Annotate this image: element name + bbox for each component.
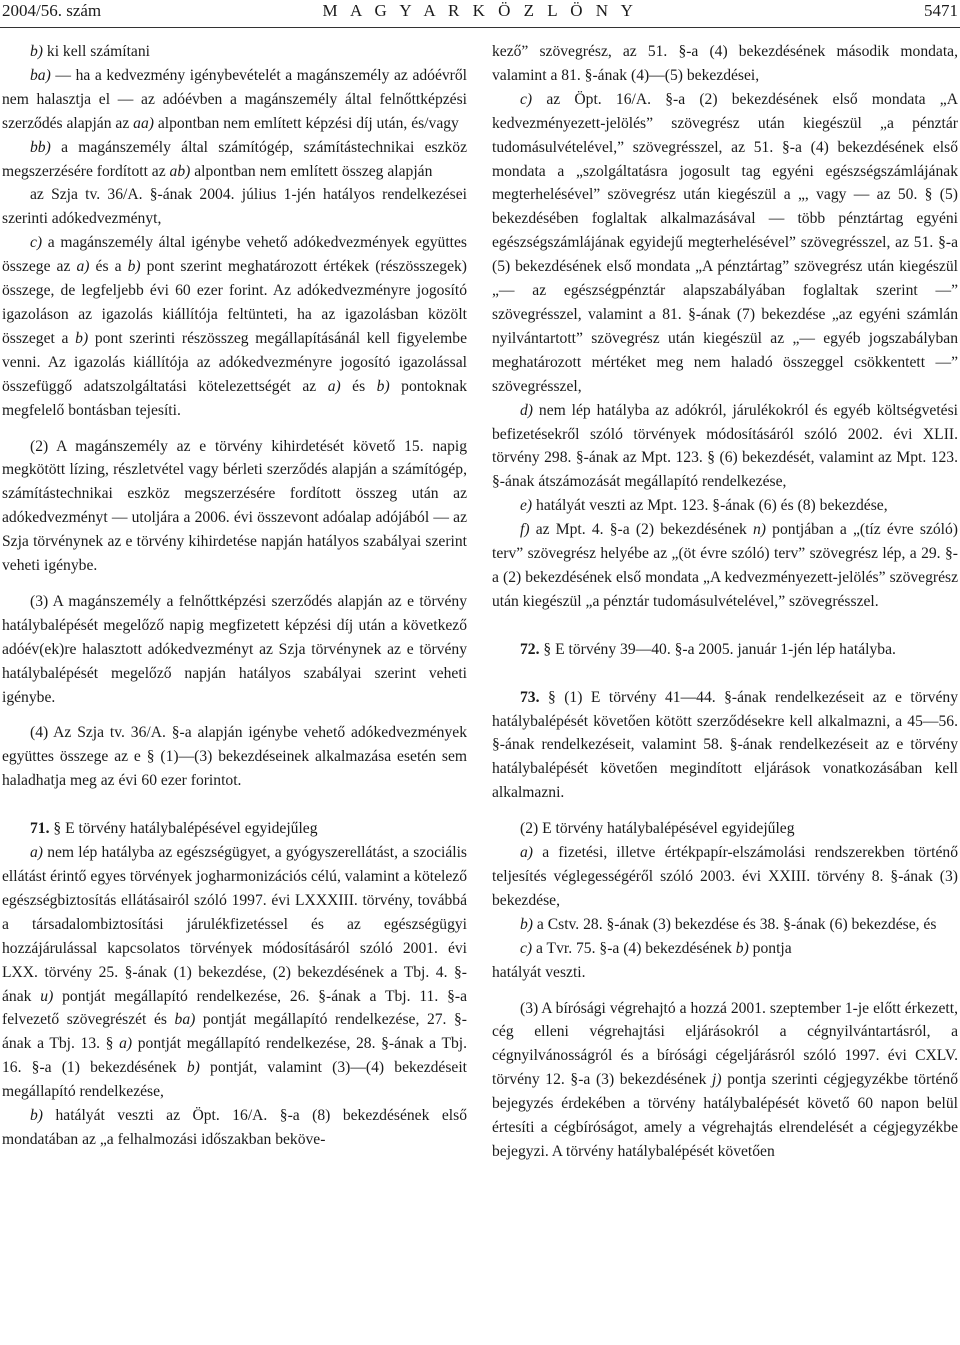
paragraph: (4) Az Szja tv. 36/A. §-a alapján igénybe vehető adókedvezmények együttes összege az e § (1)—(3) bekezdéseinek alkalmazása esetén sem haladhatja meg az évi 60 ezer forintot. <box>2 724 467 790</box>
paragraph: 71. § E törvény hatálybalépésével egyidejűleg <box>30 820 318 838</box>
paragraph: b) hatályát veszti az Öpt. 16/A. §-a (8) bekezdésének első mondatában az „a felhalmozási időszakban beköve- <box>2 1107 467 1148</box>
paragraph: b) ki kell számítani <box>30 43 150 60</box>
paragraph: e) hatályát veszti az Mpt. 123. §-ának (6) és (8) bekezdése, <box>520 497 888 515</box>
paragraph: (3) A magánszemély a felnőttképzési szerződés alapján az e törvény hatálybalépését megelőző napig megfizetett képzési díj után a következő adóév(ek)re halasztott adókedvezményt az Szja törvénynek az e törvény hatálybalépését megelőző napján hatályos szabályai szerint veheti igénybe. <box>2 592 467 706</box>
paragraph: d) nem lép hatályba az adókról, járulékokról és egyéb költségvetési befizetésekről szóló törvények módosításáról szóló 2002. évi XLII. törvény 298. §-ának az Mpt. 123. § (6) bekezdését, valamint az Mpt. 123. §-ának átszámozását megállapító rendelkezése, <box>492 401 958 491</box>
publication-title: M A G Y A R K Ö Z L Ö N Y <box>322 1 638 20</box>
paragraph-spacer <box>2 709 467 721</box>
paragraph: (3) A bírósági végrehajtó a hozzá 2001. szeptember 1-je előtt érkezett, cég elleni végrehajtási eljárásokról a cégnyilvántartásról, a cégnyilvánosságról és a bírósági cégeljárásról szóló 1997. évi CXLV. törvény 12. §-a (3) bekezdésének j) pontja szerinti cégjegyzékbe történő bejegyzés érdekében a törvény hatálybalépését követő 60 napon belül értesíti a cégbíróságot, amely a végrehajtás elrendelését a cégjegyzékbe bejegyzi. A törvény hatálybalépését követően <box>492 999 959 1160</box>
paragraph-spacer <box>492 662 958 686</box>
left-column <box>2 40 467 1152</box>
paragraph: ba) — ha a kedvezmény igénybevételét a magánszemély az adóévről nem halasztja el — az adóévben a magánszemély által felnőttképzési szerződés alapján az aa) alpontban nem említett képzési díj után, és/vagy <box>2 66 467 132</box>
paragraph: c) az Öpt. 16/A. §-a (2) bekezdésének első mondata „A kedvezményezett-jelölés” szövegrész után kiegészül „a pénztár tudomásulvételével,” szövegrésszel, az 51. §-a (4) bekezdésének első mondata a „szolgáltatásra jogosult tag egyéni egészségszámlájának megterhelésével” szövegrész után kiegészül a „, vagy — az 50. § (5) bekezdésében foglaltak alkalmazásával — több pénztártag egyéni egészségszámlájának egyidejű megterhelésével” szövegrésszel, az 51. §-a (5) bekezdésének első mondata „A pénztártag” szövegrész után kiegészül „— az egészségpénztár alapszabályában foglaltak szerint —” szövegrésszel, valamint a 81. §-ának (7) bekezdése „az egyéni számlán nyilvántartott” szövegrész után kiegészül az „— egyéb jogszabályban meghatározott mértéket meg nem haladó összeggel csökkentett —” szövegrésszel, <box>492 90 958 395</box>
paragraph: az Szja tv. 36/A. §-ának 2004. július 1-jén hatályos rendelkezései szerinti adókedvezményt, <box>2 186 467 228</box>
paragraph-spacer <box>492 614 958 638</box>
right-column <box>492 40 958 1164</box>
paragraph: hatályát veszti. <box>492 963 586 981</box>
paragraph: kező” szövegrész, az 51. §-a (4) bekezdésének második mondata, valamint a 81. §-ának (4)—(5) bekezdései, <box>492 43 958 84</box>
paragraph: a) nem lép hatályba az egészségügyet, a gyógyszerellátást, a szociális ellátást érintő egyes törvények jogharmonizációs célú, valamint a kötelező egészségbiztosítás ellátásairól szóló 1997. évi LXXXIII. törvény, továbbá a társadalombiztosítási járulékfizetéssel és az egészségügyi hozzájárulással kapcsolatos törvények módosításáról szóló 2001. évi LXX. törvény 25. §-ának (1) bekezdése, (2) bekezdésének a Tbj. 4. §-ának u) pontját megállapító rendelkezése, 26. §-ának a Tbj. 11. §-a felvezető szövegrészét és ba) pontját megállapító rendelkezése, 27. §-ának a Tbj. 13. § a) pontját megállapító rendelkezése, 28. §-ának a Tbj. 16. §-a (1) bekezdésének b) pontját, valamint (3)—(4) bekezdéseit megállapító rendelkezése, <box>2 844 468 1101</box>
paragraph: (2) E törvény hatálybalépésével egyidejűleg <box>520 820 795 838</box>
paragraph-spacer <box>492 805 958 817</box>
paragraph-spacer <box>492 985 958 997</box>
page-header <box>0 0 960 28</box>
paragraph: a) a fizetési, illetve értékpapír-elszámolási rendszerekben történő teljesítés véglegességéről szóló 2003. évi XXIII. törvény 8. §-ának (3) bekezdése, <box>492 844 958 909</box>
header-rule <box>0 27 960 28</box>
paragraph: bb) a magánszemély által számítógép, számítástechnikai eszköz megszerzésére fordított az ab) alpontban nem említett összeg alapján <box>2 138 467 180</box>
paragraph: 73. § (1) E törvény 41—44. §-ának rendelkezéseit az e törvény hatálybalépését követően kötött szerződésekre kell alkalmazni, a 45—56. §-ának rendelkezéseit, valamint 58. §-ának rendelkezéseit az e törvény hatálybalépését követően megindított eljárások vonatkozásában kell alkalmazni. <box>492 688 958 802</box>
paragraph: f) az Mpt. 4. §-a (2) bekezdésének n) pontjában a „(tíz évre szóló) terv” szövegrész helyébe az „(öt évre szóló) terv” szövegrész lép, a 29. §-a (2) bekezdésének első mondata „A kedvezményezett-jelölés” szövegrész után kiegészül „a pénztár tudomásulvételével,” szövegrésszel. <box>492 521 958 610</box>
issue-number: 2004/56. szám <box>2 1 102 20</box>
paragraph: (2) A magánszemély az e törvény kihirdetését követő 15. napig megkötött lízing, részletvétel vagy bérleti szerződés alapján a számítógép, számítástechnikai eszköz megszerzésére fordított összeg után az adókedvezményt — utoljára a 2006. évi összevont adóalap adójából — az Szja törvénynek az e törvény kihirdetése napján hatályos szabályai szerint veheti igénybe. <box>2 437 467 575</box>
paragraph: 72. § E törvény 39—40. §-a 2005. január 1-jén lép hatályba. <box>520 640 896 658</box>
paragraph-spacer <box>2 793 467 817</box>
paragraph: c) a Tvr. 75. §-a (4) bekezdésének b) pontja <box>520 939 792 957</box>
page-number: 5471 <box>924 1 958 20</box>
paragraph-spacer <box>2 423 467 435</box>
paragraph: c) a magánszemély által igénybe vehető adókedvezmények együttes összege az a) és a b) pont szerint meghatározott értékek (részösszegek) összege, de legfeljebb évi 60 ezer forint. Az adókedvezményre jogosító igazoláson az igazolás kiállítója feltünteti, ha az igazolásban közölt összeget a b) pont szerinti részösszeg megállapításánál kell figyelembe venni. Az igazolás kiállítója az adókedvezményre jogosító igazolással összefüggő adatszolgáltatási kötelezettségét az a) és b) pontoknak megfelelő bontásban tejesíti. <box>2 234 468 419</box>
paragraph-spacer <box>2 578 467 590</box>
paragraph: b) a Cstv. 28. §-ának (3) bekezdése és 38. §-ának (6) bekezdése, és <box>520 915 937 933</box>
